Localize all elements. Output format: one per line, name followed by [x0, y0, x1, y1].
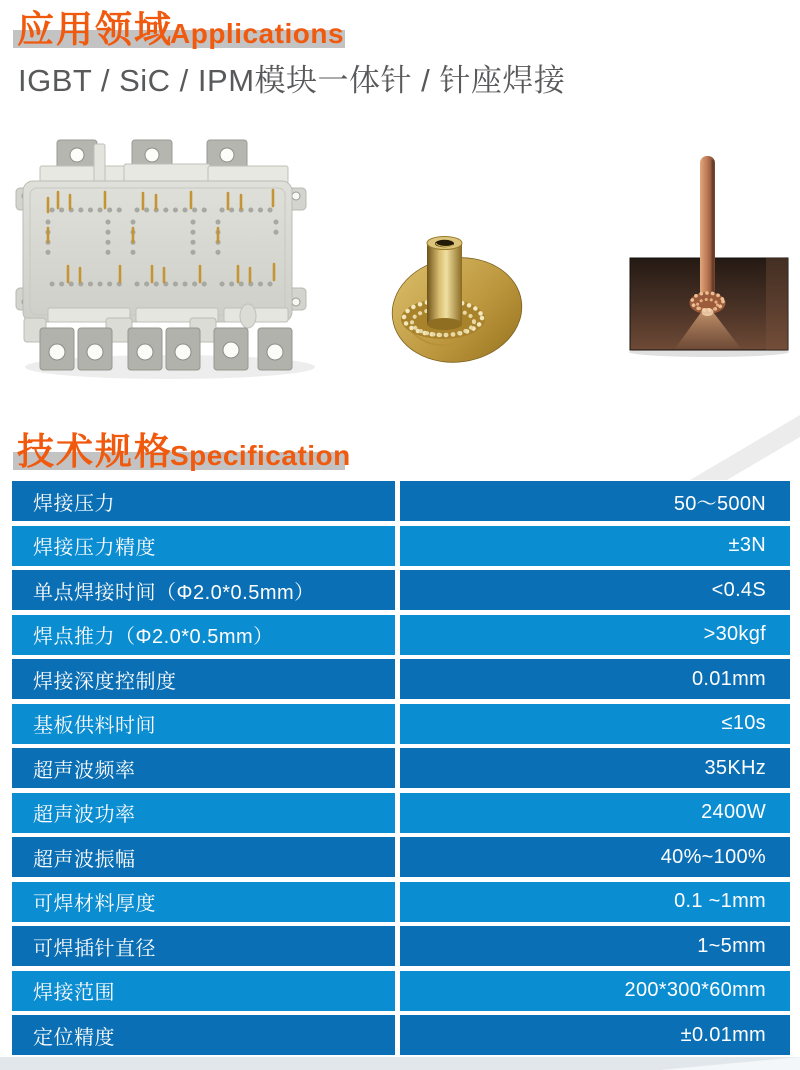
- spec-value: 50～500N: [400, 481, 790, 521]
- table-row: [12, 659, 790, 699]
- spec-label: 单点焊接时间（Φ2.0*0.5mm）: [12, 570, 395, 610]
- copper-pin-welded-photo: [616, 146, 792, 396]
- spec-label: 焊接范围: [12, 971, 395, 1011]
- spec-label: 定位精度: [12, 1015, 395, 1055]
- spec-value: >30kgf: [400, 615, 790, 655]
- applications-subtitle: IGBT / SiC / IPM模块一体针 / 针座焊接: [18, 63, 566, 98]
- table-row: [12, 570, 790, 610]
- table-row: [12, 748, 790, 788]
- brass-pin-seat-photo: [372, 224, 547, 399]
- table-row: [12, 704, 790, 744]
- specification-title-en: Specification: [170, 440, 351, 471]
- table-row: [12, 1015, 790, 1055]
- table-row: [12, 793, 790, 833]
- spec-label: 基板供料时间: [12, 704, 395, 744]
- spec-label: 焊接压力精度: [12, 526, 395, 566]
- footer-diagonal-decoration: [0, 1057, 800, 1070]
- applications-title-zh: 应用领域: [17, 9, 173, 50]
- specification-table: [12, 481, 790, 1055]
- spec-label: 超声波功率: [12, 793, 395, 833]
- table-row: [12, 615, 790, 655]
- spec-value: ≤10s: [400, 704, 790, 744]
- diagonal-accent-decoration: [655, 415, 800, 480]
- footer-shadow-band: [0, 1057, 800, 1070]
- spec-label: 超声波频率: [12, 748, 395, 788]
- spec-value: ±0.01mm: [400, 1015, 790, 1055]
- spec-value: 0.1 ~1mm: [400, 882, 790, 922]
- spec-value: <0.4S: [400, 570, 790, 610]
- table-row: [12, 526, 790, 566]
- specification-title-zh: 技术规格: [17, 431, 173, 472]
- spec-label: 可焊材料厚度: [12, 882, 395, 922]
- spec-label: 超声波振幅: [12, 837, 395, 877]
- applications-title-en: Applications: [170, 18, 345, 49]
- table-row: [12, 481, 790, 521]
- spec-label: 焊接深度控制度: [12, 659, 395, 699]
- table-row: [12, 882, 790, 922]
- spec-label: 焊接压力: [12, 481, 395, 521]
- spec-value: 40%~100%: [400, 837, 790, 877]
- spec-value: 35KHz: [400, 748, 790, 788]
- spec-label: 焊点推力（Φ2.0*0.5mm）: [12, 615, 395, 655]
- spec-value: 2400W: [400, 793, 790, 833]
- table-row: [12, 926, 790, 966]
- table-row: [12, 971, 790, 1011]
- igbt-module-photo: [10, 132, 362, 398]
- spec-value: ±3N: [400, 526, 790, 566]
- spec-value: 0.01mm: [400, 659, 790, 699]
- spec-value: 200*300*60mm: [400, 971, 790, 1011]
- spec-value: 1~5mm: [400, 926, 790, 966]
- table-row: [12, 837, 790, 877]
- spec-label: 可焊插针直径: [12, 926, 395, 966]
